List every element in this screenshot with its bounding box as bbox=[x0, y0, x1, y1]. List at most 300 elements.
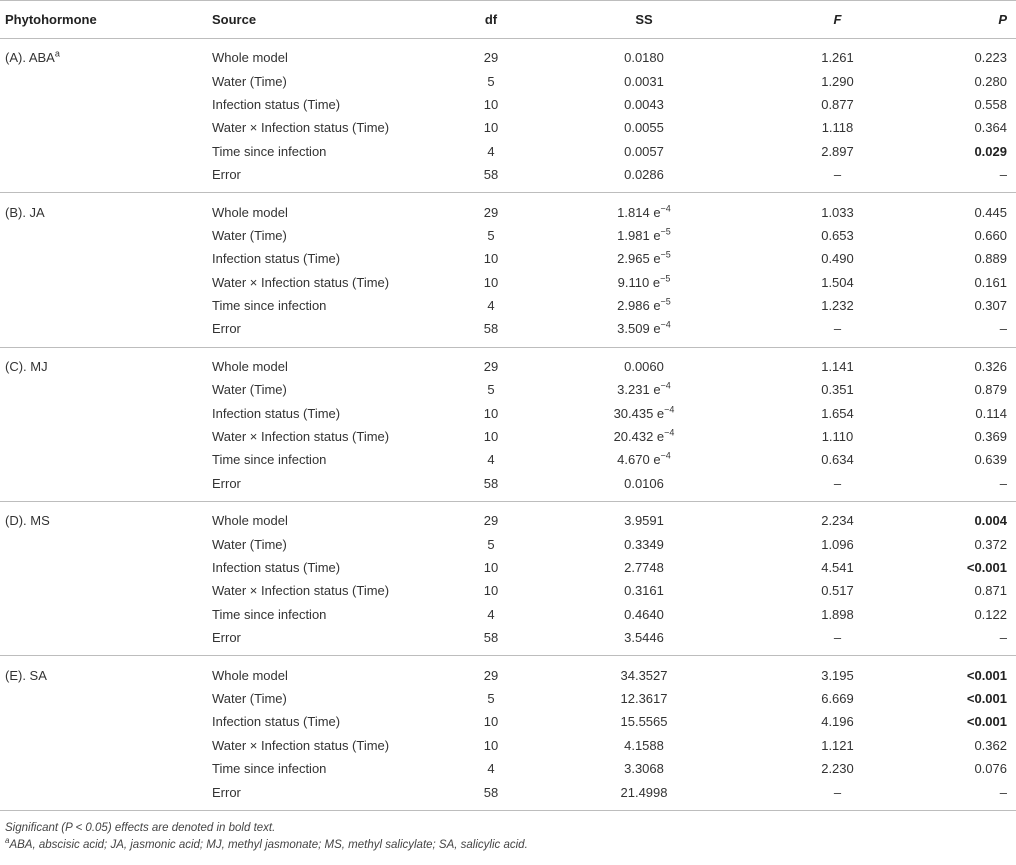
table-row bbox=[0, 448, 1016, 471]
p-value: 0.326 bbox=[974, 358, 1007, 374]
ss-value: 0.0031 bbox=[624, 73, 664, 89]
ss-cell bbox=[540, 656, 748, 687]
p-value: 0.871 bbox=[974, 583, 1007, 599]
ss-value: 3.9591 bbox=[624, 513, 664, 529]
ss-value: 4.1588 bbox=[624, 737, 664, 753]
ss-cell bbox=[540, 448, 748, 471]
source-cell: Infection status (Time) bbox=[212, 251, 341, 267]
header-source: Source bbox=[200, 1, 442, 39]
p-value: <0.001 bbox=[966, 690, 1007, 706]
p-cell bbox=[927, 69, 1016, 92]
f-cell: 0.877 bbox=[821, 96, 854, 112]
ss-cell bbox=[540, 93, 748, 116]
ss-value: 3.3068 bbox=[624, 761, 664, 777]
phytohormone-cell bbox=[0, 93, 200, 116]
f-cell: 1.141 bbox=[821, 358, 854, 374]
table-row bbox=[0, 626, 1016, 656]
p-value: 0.364 bbox=[974, 120, 1007, 136]
ss-cell bbox=[540, 140, 748, 163]
ss-cell bbox=[540, 271, 748, 294]
ss-cell bbox=[540, 294, 748, 317]
ss-value: 0.0043 bbox=[624, 96, 664, 112]
phytohormone-label: (D). MS bbox=[5, 513, 50, 529]
df-cell: 10 bbox=[483, 714, 499, 730]
source-cell: Whole model bbox=[212, 204, 288, 220]
df-cell: 10 bbox=[483, 405, 499, 421]
f-cell: 1.121 bbox=[821, 737, 854, 753]
df-cell: 58 bbox=[483, 475, 499, 491]
phytohormone-cell bbox=[0, 163, 200, 193]
f-cell: 2.897 bbox=[821, 143, 854, 159]
p-value: – bbox=[999, 321, 1007, 337]
ss-cell bbox=[540, 532, 748, 555]
ss-cell bbox=[540, 317, 748, 347]
phytohormone-cell bbox=[0, 39, 200, 70]
source-cell: Whole model bbox=[212, 667, 288, 683]
phytohormone-cell bbox=[0, 780, 200, 810]
phytohormone-cell bbox=[0, 425, 200, 448]
group-4 bbox=[0, 502, 1016, 656]
source-cell: Water (Time) bbox=[212, 690, 287, 706]
group-1 bbox=[0, 39, 1016, 193]
phytohormone-cell bbox=[0, 579, 200, 602]
ss-cell bbox=[540, 247, 748, 270]
ss-value: 0.0286 bbox=[624, 167, 664, 183]
ss-cell bbox=[540, 687, 748, 710]
ss-exponent: −4 bbox=[660, 451, 671, 462]
source-cell: Water × Infection status (Time) bbox=[212, 737, 390, 753]
p-cell bbox=[927, 734, 1016, 757]
header-p: P bbox=[927, 1, 1016, 39]
ss-exponent: −5 bbox=[660, 296, 671, 307]
header-ss: SS bbox=[540, 1, 748, 39]
ss-value: 0.0057 bbox=[624, 143, 664, 159]
source-cell: Time since infection bbox=[212, 143, 327, 159]
source-cell: Error bbox=[212, 784, 241, 800]
f-cell: – bbox=[833, 784, 842, 800]
p-cell bbox=[927, 710, 1016, 733]
table-row bbox=[0, 116, 1016, 139]
table-row bbox=[0, 502, 1016, 533]
table-row bbox=[0, 532, 1016, 555]
p-value: 0.161 bbox=[974, 274, 1007, 290]
source-cell: Water × Infection status (Time) bbox=[212, 429, 390, 445]
ss-exponent: −4 bbox=[664, 427, 675, 438]
phytohormone-cell bbox=[0, 140, 200, 163]
ss-exponent: −5 bbox=[660, 226, 671, 237]
ss-cell bbox=[540, 69, 748, 92]
phytohormone-label: (A). ABA bbox=[5, 50, 55, 66]
ss-value: 0.4640 bbox=[624, 606, 664, 622]
p-cell bbox=[927, 579, 1016, 602]
p-cell bbox=[927, 626, 1016, 656]
ss-cell bbox=[540, 502, 748, 533]
ss-value: 12.3617 bbox=[620, 690, 668, 706]
f-cell: – bbox=[833, 475, 842, 491]
df-cell: 4 bbox=[487, 298, 495, 314]
df-cell: 10 bbox=[483, 737, 499, 753]
table-row bbox=[0, 734, 1016, 757]
p-cell bbox=[927, 472, 1016, 502]
df-cell: 10 bbox=[483, 251, 499, 267]
f-cell: 0.634 bbox=[821, 452, 854, 468]
p-cell bbox=[927, 116, 1016, 139]
df-cell: 10 bbox=[483, 274, 499, 290]
phytohormone-cell bbox=[0, 502, 200, 533]
phytohormone-cell bbox=[0, 317, 200, 347]
source-cell: Whole model bbox=[212, 358, 288, 374]
ss-value: 30.435 e bbox=[613, 405, 665, 421]
header-row bbox=[0, 1, 1016, 39]
p-value: 0.004 bbox=[974, 513, 1007, 529]
p-cell bbox=[927, 425, 1016, 448]
source-cell: Time since infection bbox=[212, 606, 327, 622]
p-cell bbox=[927, 193, 1016, 224]
f-cell: 0.351 bbox=[821, 382, 854, 398]
table-footnotes bbox=[0, 820, 1016, 854]
phytohormone-cell bbox=[0, 193, 200, 224]
ss-value: 2.965 e bbox=[617, 251, 661, 267]
df-cell: 10 bbox=[483, 583, 499, 599]
ss-value: 21.4998 bbox=[620, 784, 668, 800]
p-cell bbox=[927, 532, 1016, 555]
df-cell: 29 bbox=[483, 513, 499, 529]
abbreviation-marker: a bbox=[5, 835, 10, 845]
phytohormone-cell bbox=[0, 294, 200, 317]
p-value: – bbox=[999, 784, 1007, 800]
df-cell: 58 bbox=[483, 784, 499, 800]
p-cell bbox=[927, 378, 1016, 401]
p-value: 0.372 bbox=[974, 536, 1007, 552]
ss-value: 3.509 e bbox=[617, 321, 661, 337]
table-row bbox=[0, 603, 1016, 626]
p-value: 0.076 bbox=[974, 761, 1007, 777]
abbreviation-note bbox=[5, 837, 1016, 854]
table-row bbox=[0, 579, 1016, 602]
p-cell bbox=[927, 247, 1016, 270]
table-row bbox=[0, 710, 1016, 733]
source-cell: Water (Time) bbox=[212, 536, 287, 552]
p-value: <0.001 bbox=[966, 714, 1007, 730]
p-cell bbox=[927, 656, 1016, 687]
p-cell bbox=[927, 93, 1016, 116]
ss-value: 2.7748 bbox=[624, 560, 664, 575]
ss-value: 15.5565 bbox=[620, 714, 668, 730]
phytohormone-cell bbox=[0, 472, 200, 502]
phytohormone-label: (E). SA bbox=[5, 667, 47, 683]
table-row bbox=[0, 271, 1016, 294]
p-value: 0.660 bbox=[974, 227, 1007, 243]
table-row bbox=[0, 163, 1016, 193]
table-row bbox=[0, 401, 1016, 424]
ss-cell bbox=[540, 163, 748, 193]
ss-cell bbox=[540, 710, 748, 733]
f-cell: 1.290 bbox=[821, 73, 854, 89]
df-cell: 10 bbox=[483, 429, 499, 445]
f-cell: 1.110 bbox=[821, 429, 854, 445]
df-cell: 29 bbox=[483, 204, 499, 220]
header-df: df bbox=[442, 1, 540, 39]
table-row bbox=[0, 247, 1016, 270]
ss-exponent: −5 bbox=[660, 273, 671, 284]
ss-exponent: −4 bbox=[664, 404, 675, 415]
p-cell bbox=[927, 401, 1016, 424]
p-cell bbox=[927, 271, 1016, 294]
table-row bbox=[0, 93, 1016, 116]
source-cell: Water × Infection status (Time) bbox=[212, 583, 390, 599]
p-cell bbox=[927, 603, 1016, 626]
ss-cell bbox=[540, 579, 748, 602]
ss-value: 9.110 e bbox=[617, 274, 661, 290]
p-value: – bbox=[999, 167, 1007, 183]
phytohormone-cell bbox=[0, 271, 200, 294]
p-value: 0.558 bbox=[974, 96, 1007, 112]
group-2 bbox=[0, 193, 1016, 347]
df-cell: 29 bbox=[483, 50, 499, 66]
phytohormone-cell bbox=[0, 556, 200, 579]
ss-cell bbox=[540, 425, 748, 448]
df-cell: 58 bbox=[483, 321, 499, 337]
source-cell: Water (Time) bbox=[212, 227, 287, 243]
source-cell: Error bbox=[212, 475, 241, 491]
source-cell: Whole model bbox=[212, 513, 288, 529]
ss-cell bbox=[540, 116, 748, 139]
ss-value: 0.0180 bbox=[624, 50, 664, 66]
df-cell: 58 bbox=[483, 167, 499, 183]
phytohormone-cell bbox=[0, 401, 200, 424]
f-cell: 1.118 bbox=[821, 120, 854, 136]
source-cell: Water (Time) bbox=[212, 73, 287, 89]
ss-value: 0.3161 bbox=[624, 583, 664, 599]
source-cell: Time since infection bbox=[212, 452, 327, 468]
source-cell: Time since infection bbox=[212, 298, 327, 314]
table-row bbox=[0, 757, 1016, 780]
table-row bbox=[0, 294, 1016, 317]
f-cell: 0.517 bbox=[821, 583, 854, 599]
p-value: – bbox=[999, 475, 1007, 491]
ss-cell bbox=[540, 626, 748, 656]
df-cell: 5 bbox=[487, 73, 495, 89]
f-cell: 1.232 bbox=[821, 298, 854, 314]
df-cell: 10 bbox=[483, 120, 499, 136]
ss-cell bbox=[540, 603, 748, 626]
phytohormone-cell bbox=[0, 757, 200, 780]
source-cell: Water × Infection status (Time) bbox=[212, 274, 390, 290]
f-cell: – bbox=[833, 167, 842, 183]
p-cell bbox=[927, 224, 1016, 247]
source-cell: Infection status (Time) bbox=[212, 96, 341, 112]
significance-note: Significant (P < 0.05) effects are denoted in bold text. bbox=[5, 821, 276, 834]
p-cell bbox=[927, 163, 1016, 193]
source-cell: Error bbox=[212, 167, 241, 183]
f-cell: 1.096 bbox=[821, 536, 854, 552]
ss-cell bbox=[540, 734, 748, 757]
ss-cell bbox=[540, 757, 748, 780]
ss-cell bbox=[540, 224, 748, 247]
group-5 bbox=[0, 656, 1016, 810]
ss-value: 0.0060 bbox=[624, 358, 664, 374]
p-cell bbox=[927, 317, 1016, 347]
f-cell: 1.261 bbox=[821, 50, 854, 66]
phytohormone-cell bbox=[0, 710, 200, 733]
phytohormone-label: (B). JA bbox=[5, 204, 45, 220]
df-cell: 4 bbox=[487, 143, 495, 159]
abbreviation-text: ABA, abscisic acid; JA, jasmonic acid; MJ, methyl jasmonate; MS, methyl salicylate; SA, salicylic acid. bbox=[9, 838, 528, 851]
table-row bbox=[0, 378, 1016, 401]
table-row bbox=[0, 224, 1016, 247]
ss-value: 0.0106 bbox=[624, 475, 664, 491]
p-cell bbox=[927, 502, 1016, 533]
header-phytohormone: Phytohormone bbox=[0, 1, 200, 39]
phytohormone-cell bbox=[0, 603, 200, 626]
phytohormone-cell bbox=[0, 734, 200, 757]
source-cell: Time since infection bbox=[212, 761, 327, 777]
table-row bbox=[0, 472, 1016, 502]
phytohormone-cell bbox=[0, 116, 200, 139]
p-value: 0.280 bbox=[974, 73, 1007, 89]
phytohormone-cell bbox=[0, 224, 200, 247]
p-value: 0.639 bbox=[974, 452, 1007, 468]
f-cell: 6.669 bbox=[821, 690, 854, 706]
df-cell: 5 bbox=[487, 690, 495, 706]
phytohormone-cell bbox=[0, 378, 200, 401]
f-cell: 4.196 bbox=[821, 714, 854, 730]
phytohormone-cell bbox=[0, 687, 200, 710]
p-value: 0.369 bbox=[974, 429, 1007, 445]
df-cell: 5 bbox=[487, 536, 495, 552]
df-cell: 4 bbox=[487, 606, 495, 622]
p-cell bbox=[927, 347, 1016, 378]
ss-exponent: −4 bbox=[660, 320, 671, 331]
p-cell bbox=[927, 687, 1016, 710]
ss-cell bbox=[540, 347, 748, 378]
table-row bbox=[0, 69, 1016, 92]
f-cell: 3.195 bbox=[821, 667, 854, 683]
phytohormone-label: (C). MJ bbox=[5, 358, 48, 374]
ss-value: 3.5446 bbox=[624, 630, 664, 646]
source-cell: Water × Infection status (Time) bbox=[212, 120, 390, 136]
f-cell: 0.490 bbox=[821, 251, 854, 267]
ss-cell bbox=[540, 378, 748, 401]
df-cell: 29 bbox=[483, 667, 499, 683]
source-cell: Infection status (Time) bbox=[212, 405, 341, 421]
f-cell: – bbox=[833, 630, 842, 646]
df-cell: 10 bbox=[483, 96, 499, 112]
p-value: 0.122 bbox=[974, 606, 1007, 622]
table-row bbox=[0, 39, 1016, 70]
p-value: 0.889 bbox=[974, 251, 1007, 267]
table-row bbox=[0, 140, 1016, 163]
df-cell: 4 bbox=[487, 761, 495, 777]
footnote-marker: a bbox=[54, 48, 60, 59]
ss-value: 1.981 e bbox=[617, 227, 661, 243]
p-cell bbox=[927, 294, 1016, 317]
df-cell: 4 bbox=[487, 452, 495, 468]
p-value: 0.307 bbox=[974, 298, 1007, 314]
ss-cell bbox=[540, 780, 748, 810]
ss-cell bbox=[540, 556, 748, 579]
p-value: 0.114 bbox=[975, 405, 1007, 421]
f-cell: 1.654 bbox=[821, 405, 854, 421]
f-cell: 4.541 bbox=[821, 560, 854, 575]
table-row bbox=[0, 425, 1016, 448]
ss-cell bbox=[540, 472, 748, 502]
f-cell: 1.033 bbox=[821, 204, 854, 220]
header-f: F bbox=[748, 1, 927, 39]
ss-value: 0.3349 bbox=[624, 536, 664, 552]
df-cell: 5 bbox=[487, 382, 495, 398]
p-cell bbox=[927, 780, 1016, 810]
table-header bbox=[0, 1, 1016, 39]
ss-value: 3.231 e bbox=[617, 382, 661, 398]
df-cell: 10 bbox=[483, 560, 499, 575]
table-row bbox=[0, 656, 1016, 687]
ss-value: 2.986 e bbox=[617, 298, 661, 314]
p-cell bbox=[927, 556, 1016, 579]
phytohormone-cell bbox=[0, 247, 200, 270]
f-cell: – bbox=[833, 321, 842, 337]
source-cell: Whole model bbox=[212, 50, 288, 66]
ss-value: 1.814 e bbox=[617, 204, 661, 220]
f-cell: 2.234 bbox=[821, 513, 854, 529]
ss-value: 0.0055 bbox=[624, 120, 664, 136]
p-cell bbox=[927, 448, 1016, 471]
p-value: <0.001 bbox=[966, 667, 1007, 683]
table-row bbox=[0, 556, 1016, 579]
phytohormone-cell bbox=[0, 532, 200, 555]
ss-exponent: −4 bbox=[660, 380, 671, 391]
f-cell: 0.653 bbox=[821, 227, 854, 243]
f-cell: 1.504 bbox=[821, 274, 854, 290]
df-cell: 58 bbox=[483, 630, 499, 646]
f-cell: 2.230 bbox=[821, 761, 854, 777]
ss-cell bbox=[540, 401, 748, 424]
df-cell: 29 bbox=[483, 358, 499, 374]
table-row bbox=[0, 317, 1016, 347]
ss-value: 20.432 e bbox=[613, 429, 665, 445]
phytohormone-cell bbox=[0, 448, 200, 471]
phytohormone-cell bbox=[0, 656, 200, 687]
table-row bbox=[0, 780, 1016, 810]
ss-exponent: −4 bbox=[660, 203, 671, 214]
f-cell: 1.898 bbox=[821, 606, 854, 622]
ss-value: 34.3527 bbox=[620, 667, 668, 683]
df-cell: 5 bbox=[487, 227, 495, 243]
ss-value: 4.670 e bbox=[617, 452, 661, 468]
p-cell bbox=[927, 140, 1016, 163]
source-cell: Infection status (Time) bbox=[212, 560, 341, 575]
table-row bbox=[0, 193, 1016, 224]
p-value: – bbox=[999, 630, 1007, 646]
source-cell: Water (Time) bbox=[212, 382, 287, 398]
p-value: 0.879 bbox=[974, 382, 1007, 398]
phytohormone-cell bbox=[0, 69, 200, 92]
p-value: 0.362 bbox=[974, 737, 1007, 753]
ss-cell bbox=[540, 39, 748, 70]
p-cell bbox=[927, 39, 1016, 70]
phytohormone-cell bbox=[0, 626, 200, 656]
p-value: 0.223 bbox=[974, 50, 1007, 66]
table-row bbox=[0, 687, 1016, 710]
source-cell: Error bbox=[212, 630, 241, 646]
ss-cell bbox=[540, 193, 748, 224]
phytohormone-cell bbox=[0, 347, 200, 378]
ss-exponent: −5 bbox=[660, 249, 671, 260]
source-cell: Infection status (Time) bbox=[212, 714, 341, 730]
group-3 bbox=[0, 347, 1016, 501]
source-cell: Error bbox=[212, 321, 241, 337]
p-cell bbox=[927, 757, 1016, 780]
